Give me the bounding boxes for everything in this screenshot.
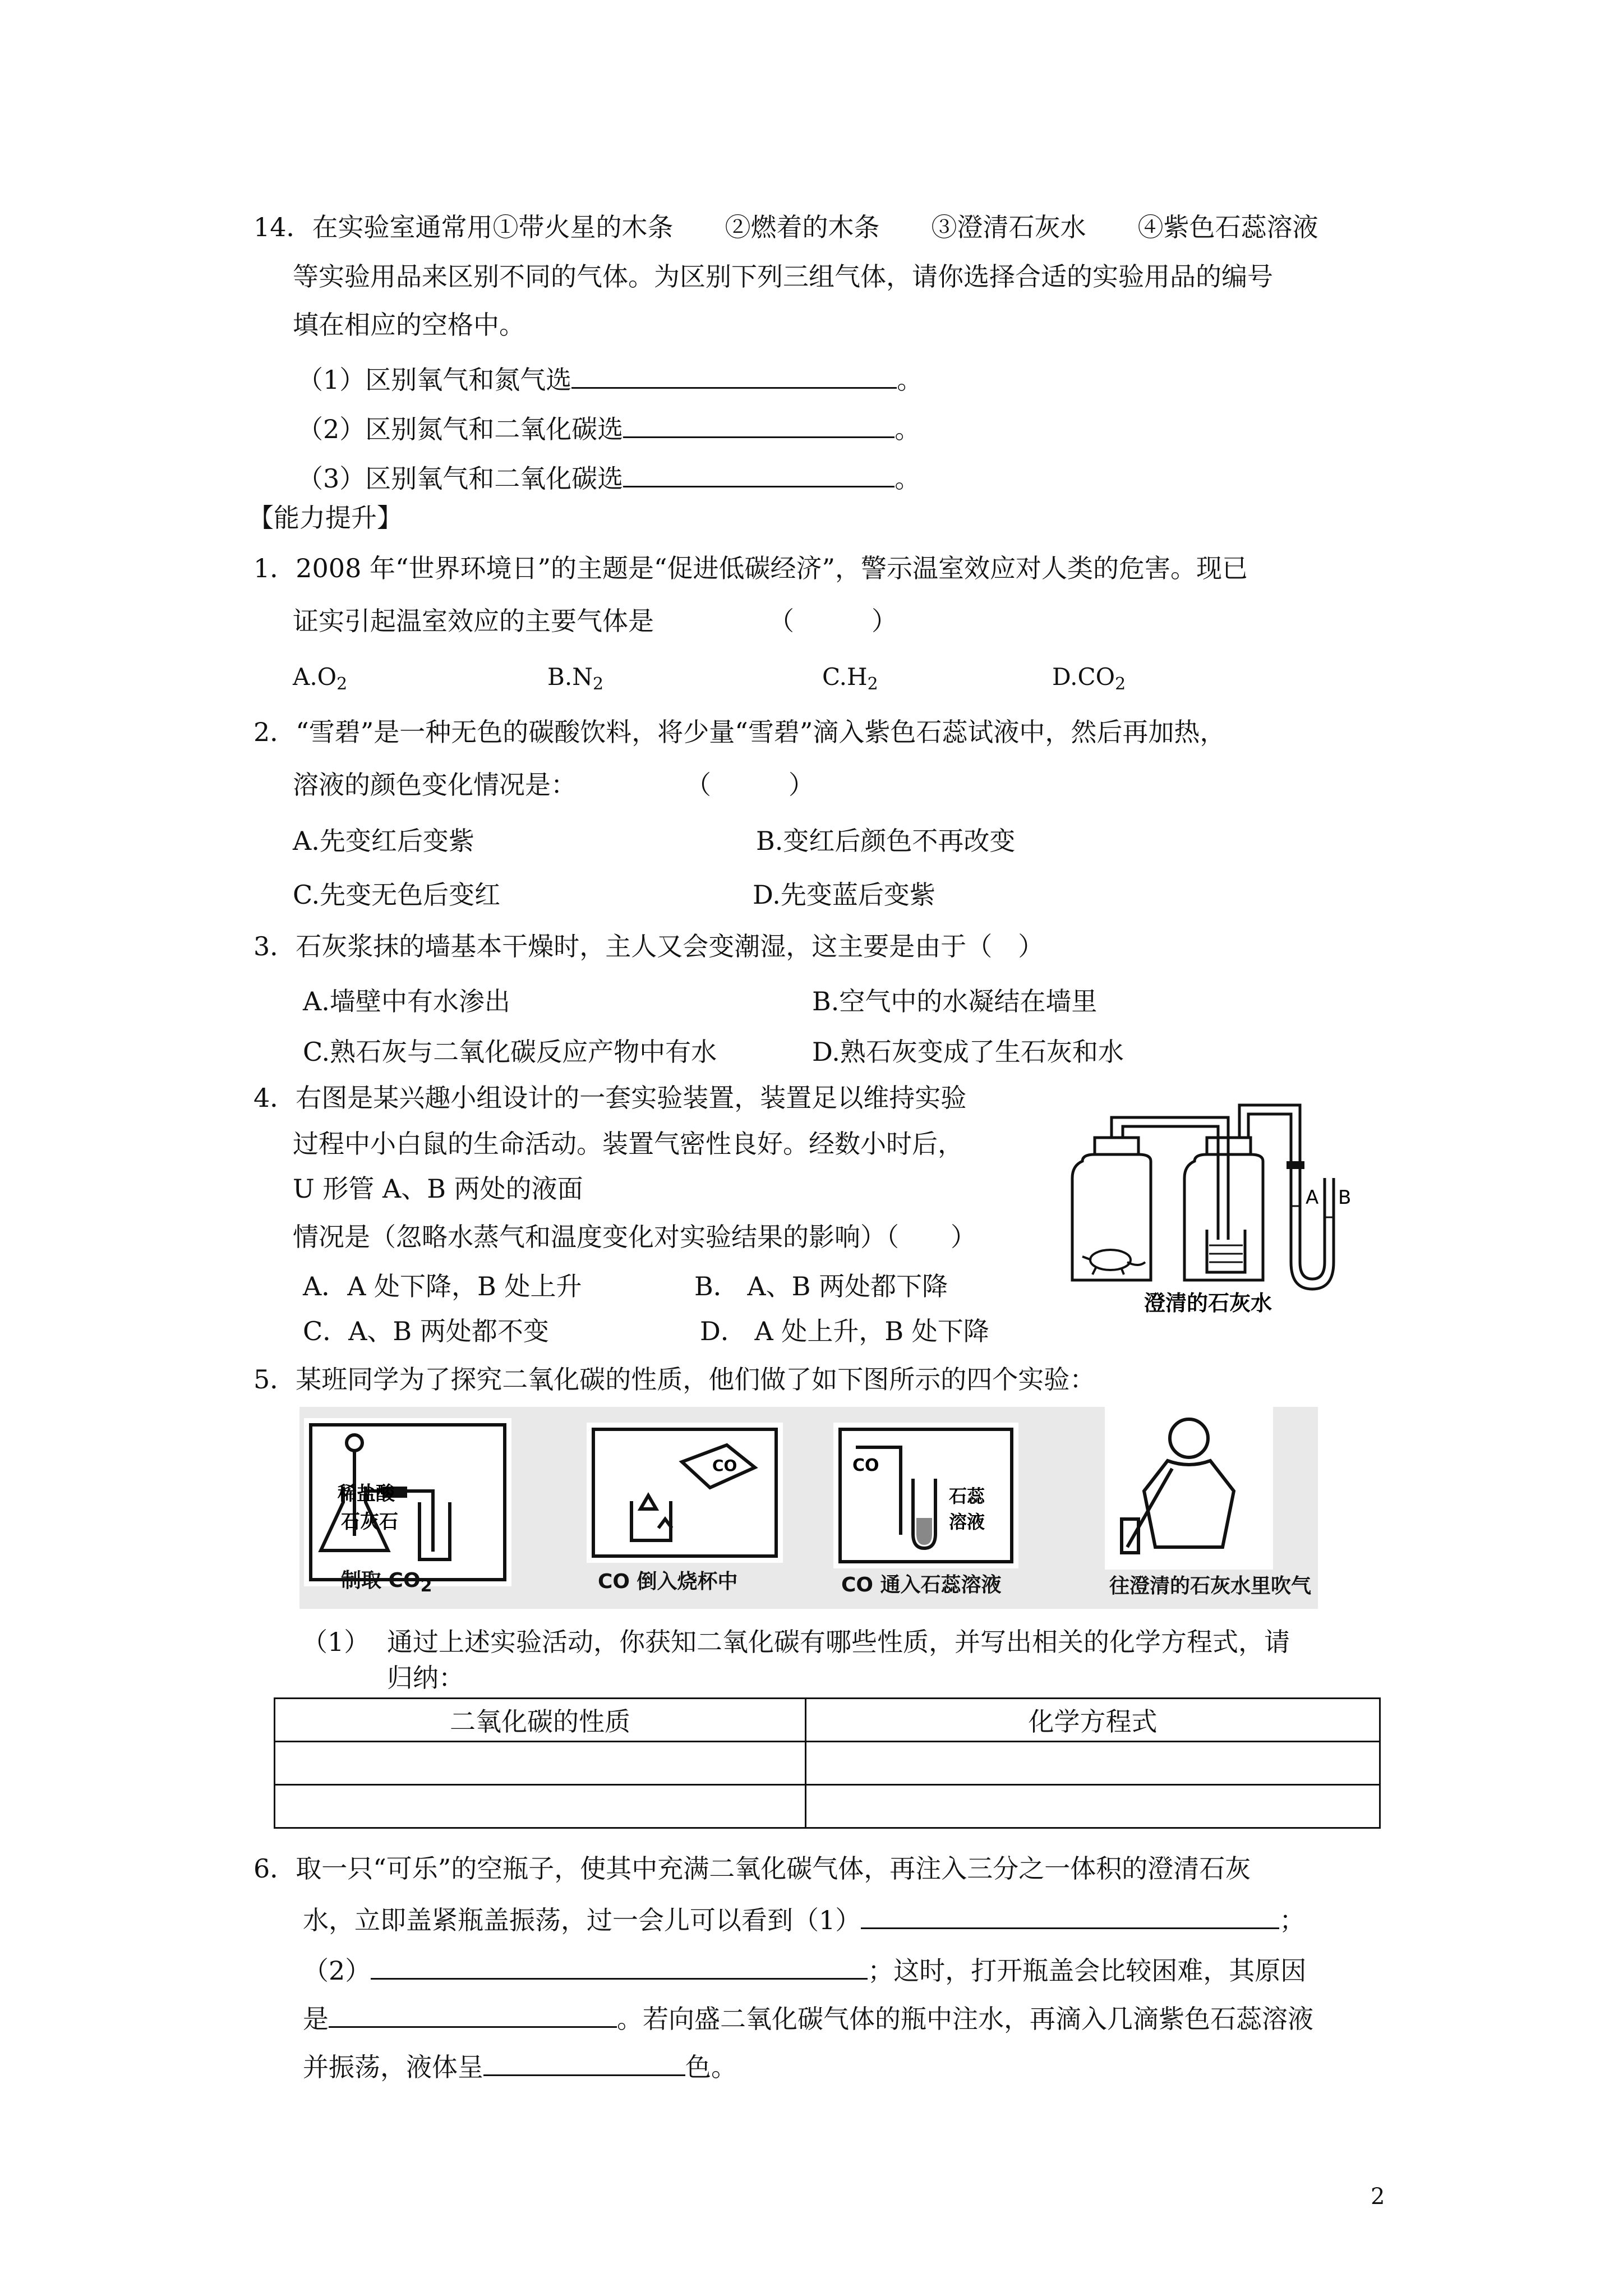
q6-line1: 6．取一只“可乐”的空瓶子，使其中充满二氧化碳气体，再注入三分之一体积的澄清石灰 bbox=[253, 1853, 1251, 1884]
mouse-icon bbox=[1082, 1250, 1145, 1274]
connecting-tube bbox=[1112, 1117, 1228, 1240]
q2-option-a: A.先变红后变紫 bbox=[293, 826, 474, 856]
u-tube bbox=[1291, 1161, 1334, 1289]
q2-option-b: B.变红后颜色不再改变 bbox=[756, 826, 1016, 856]
q1-option-d-text: D.CO bbox=[1052, 663, 1115, 691]
litmus-label-2: 溶液 bbox=[949, 1511, 985, 1533]
table-header-equation: 化学方程式 bbox=[806, 1699, 1380, 1742]
subscript: 2 bbox=[867, 674, 878, 694]
q6-line5-text: 并振荡，液体呈 bbox=[303, 2052, 483, 2082]
panel-make-co2 bbox=[304, 1418, 511, 1586]
table-row bbox=[275, 1785, 1380, 1828]
table-header-row bbox=[275, 1699, 1380, 1742]
figure-caption: 澄清的石灰水 bbox=[1144, 1291, 1272, 1315]
table-cell[interactable] bbox=[806, 1785, 1380, 1828]
panel1-caption bbox=[341, 1571, 432, 1595]
litmus-label-1: 石蕊 bbox=[949, 1485, 985, 1507]
subscript: 2 bbox=[592, 674, 604, 694]
q5-line1: 5．某班同学为了探究二氧化碳的性质，他们做了如下图所示的四个实验： bbox=[253, 1364, 1096, 1395]
table-row bbox=[275, 1742, 1380, 1785]
u-tube-label-b: B bbox=[1338, 1186, 1352, 1209]
limestone-label: 石灰石 bbox=[341, 1511, 398, 1533]
right-bottle bbox=[1184, 1154, 1263, 1280]
q6-line4 bbox=[303, 2001, 1313, 2032]
answer-blank[interactable] bbox=[371, 1953, 868, 1980]
panel-pour-co2 bbox=[587, 1423, 783, 1563]
q2-line2: 溶液的颜色变化情况是： bbox=[293, 770, 577, 800]
q1-option-d bbox=[1052, 665, 1126, 693]
q14-sub2 bbox=[297, 412, 920, 442]
q2-option-c: C.先变无色后变红 bbox=[293, 880, 501, 910]
subscript: 2 bbox=[420, 1576, 432, 1596]
q5-sub1-line1: 通过上述实验活动，你获知二氧化碳有哪些性质，并写出相关的化学方程式，请 bbox=[387, 1627, 1290, 1657]
answer-blank[interactable] bbox=[571, 362, 897, 389]
co2-properties-table bbox=[274, 1697, 1381, 1829]
q14-line3: 填在相应的空格中。 bbox=[293, 310, 525, 340]
q4-option-c: C．A、B 两处都不变 bbox=[303, 1316, 549, 1346]
q1-option-c bbox=[822, 665, 878, 693]
q14-sub3-text: （3）区别氧气和二氧化碳选 bbox=[297, 463, 624, 494]
panel2-caption: CO 倒入烧杯中 bbox=[598, 1570, 738, 1593]
q14-sub1-text: （1）区别氧气和氮气选 bbox=[297, 365, 572, 395]
q5-sub1-label: （1） bbox=[302, 1627, 370, 1657]
q1-option-b-text: B.N bbox=[547, 663, 593, 691]
bottle-label bbox=[712, 1456, 737, 1475]
q3-line1: 3．石灰浆抹的墙基本干燥时，主人又会变潮湿，这主要是由于（ ） bbox=[253, 931, 1044, 961]
q4-option-d: D． A 处上升，B 处下降 bbox=[700, 1316, 989, 1346]
table-cell[interactable] bbox=[275, 1742, 806, 1785]
table-cell[interactable] bbox=[806, 1742, 1380, 1785]
q1-answer-paren: （ ） bbox=[768, 606, 897, 636]
panel-blow-into-limewater bbox=[1105, 1407, 1273, 1570]
q6-line4-text: 。若向盛二氧化碳气体的瓶中注水，再滴入几滴紫色石蕊溶液 bbox=[617, 2004, 1313, 2034]
apparatus-figure bbox=[1060, 1094, 1391, 1318]
panel-co2-into-litmus bbox=[833, 1423, 1018, 1568]
clamp bbox=[1287, 1161, 1304, 1169]
bottle-label-text: CO bbox=[712, 1456, 737, 1475]
q4-line3: U 形管 A、B 两处的液面 bbox=[293, 1174, 583, 1204]
q4-option-b: B． A、B 两处都下降 bbox=[694, 1271, 948, 1301]
q6-line3-text: ；这时，打开瓶盖会比较困难，其原因 bbox=[868, 1955, 1307, 1986]
q2-line1: 2．“雪碧”是一种无色的碳酸饮料，将少量“雪碧”滴入紫色石蕊试液中，然后再加热， bbox=[253, 717, 1226, 747]
q1-option-b bbox=[547, 665, 603, 693]
answer-blank[interactable] bbox=[623, 412, 895, 438]
q4-option-a: A．A 处下降，B 处上升 bbox=[303, 1271, 582, 1301]
q6-line4-label: 是 bbox=[303, 2004, 329, 2034]
left-bottle bbox=[1072, 1154, 1151, 1280]
q14-line1: 14．在实验室通常用①带火星的木条 ②燃着的木条 ③澄清石灰水 ④紫色石蕊溶液 bbox=[253, 212, 1318, 242]
acid-label: 稀盐酸 bbox=[338, 1483, 395, 1505]
q3-option-d: D.熟石灰变成了生石灰和水 bbox=[812, 1037, 1124, 1067]
page-number: 2 bbox=[1371, 2184, 1385, 2210]
answer-blank[interactable] bbox=[861, 1903, 1279, 1929]
q3-option-c: C.熟石灰与二氧化碳反应产物中有水 bbox=[303, 1037, 717, 1067]
beaker bbox=[1207, 1230, 1245, 1272]
q1-option-c-text: C.H bbox=[822, 663, 868, 691]
answer-blank[interactable] bbox=[329, 2001, 617, 2028]
q4-line4: 情况是（忽略水蒸气和温度变化对实验结果的影响）（ ） bbox=[293, 1222, 976, 1252]
u-tube-label-a: A bbox=[1306, 1186, 1319, 1209]
q6-line5-end: 色。 bbox=[685, 2052, 737, 2082]
section-title: 【能力提升】 bbox=[248, 503, 403, 533]
gas-label: CO bbox=[852, 1456, 879, 1475]
panel3-caption: CO 通入石蕊溶液 bbox=[841, 1573, 1002, 1596]
q2-option-d: D.先变蓝后变紫 bbox=[753, 880, 935, 910]
q6-line2-text: 水，立即盖紧瓶盖振荡，过一会儿可以看到（1） bbox=[303, 1905, 861, 1935]
caption-text: 制取 CO bbox=[341, 1569, 421, 1592]
subscript: 2 bbox=[1115, 674, 1126, 694]
q14-sub2-end: 。 bbox=[895, 414, 921, 444]
litmus-liquid bbox=[916, 1518, 932, 1545]
q3-option-b: B.空气中的水凝结在墙里 bbox=[812, 986, 1098, 1016]
q2-answer-paren: （ ） bbox=[685, 770, 814, 800]
table-header-properties: 二氧化碳的性质 bbox=[275, 1699, 806, 1742]
q1-option-a bbox=[293, 665, 347, 693]
q14-sub3 bbox=[297, 461, 921, 494]
q5-sub1-line2: 归纳： bbox=[387, 1663, 464, 1693]
q14-sub2-text: （2）区别氮气和二氧化碳选 bbox=[297, 414, 624, 444]
stopper bbox=[1095, 1138, 1138, 1154]
answer-blank[interactable] bbox=[483, 2050, 685, 2076]
q6-line3-label: （2） bbox=[303, 1955, 371, 1986]
q6-line2-end: ； bbox=[1279, 1905, 1306, 1935]
q6-line2 bbox=[303, 1903, 1305, 1933]
q1-line1: 1．2008 年“世界环境日”的主题是“促进低碳经济”，警示温室效应对人类的危害。现已 bbox=[253, 553, 1248, 583]
q4-line1: 4．右图是某兴趣小组设计的一套实验装置，装置足以维持实验 bbox=[253, 1083, 967, 1113]
panel4-caption: 往澄清的石灰水里吹气 bbox=[1109, 1575, 1312, 1598]
q4-line2: 过程中小白鼠的生命活动。装置气密性良好。经数小时后， bbox=[293, 1129, 963, 1159]
q14-sub1 bbox=[297, 362, 923, 393]
answer-blank[interactable] bbox=[623, 461, 895, 487]
q14-sub1-end: 。 bbox=[897, 365, 923, 395]
q14-sub3-end: 。 bbox=[895, 463, 921, 494]
q1-line2: 证实引起温室效应的主要气体是 bbox=[293, 606, 654, 636]
q6-line3 bbox=[303, 1953, 1306, 1984]
table-cell[interactable] bbox=[275, 1785, 806, 1828]
u-tube bbox=[1300, 1161, 1325, 1279]
q14-line2: 等实验用品来区别不同的气体。为区别下列三组气体，请你选择合适的实验用品的编号 bbox=[293, 261, 1273, 292]
subscript: 2 bbox=[336, 674, 348, 694]
q1-option-a-text: A.O bbox=[293, 663, 337, 691]
q3-option-a: A.墙壁中有水渗出 bbox=[303, 986, 510, 1016]
q6-line5 bbox=[303, 2050, 737, 2080]
